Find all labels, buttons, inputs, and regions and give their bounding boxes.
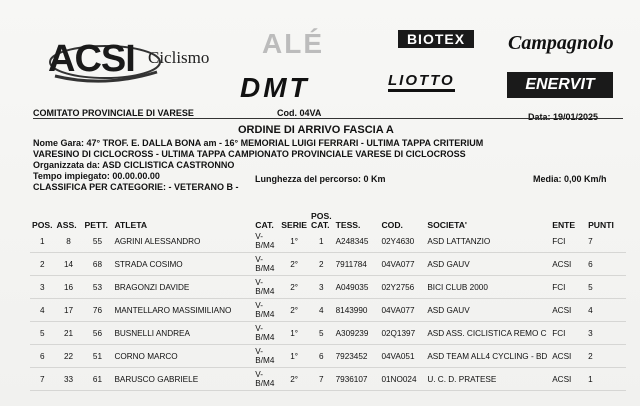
col-serie: SERIE — [281, 220, 308, 230]
cell-cat-b: B/M4 — [255, 264, 275, 273]
cell-cod: 02Y2756 — [379, 276, 425, 299]
col-societa: SOCIETA' — [427, 220, 467, 230]
table-row — [30, 276, 626, 299]
cell-ass: 33 — [55, 368, 83, 391]
cell-pett: 53 — [82, 276, 112, 299]
header-divider — [33, 118, 623, 119]
cell-atleta: STRADA COSIMO — [112, 253, 253, 276]
col-atleta: ATLETA — [114, 220, 148, 230]
results-table — [30, 212, 626, 391]
cell-punti: 1 — [586, 368, 626, 391]
col-ente: ENTE — [552, 220, 576, 230]
cell-atleta: AGRINI ALESSANDRO — [112, 230, 253, 253]
cell-punti: 3 — [586, 322, 626, 345]
col-pos: POS. — [32, 220, 53, 230]
col-cod: COD. — [381, 220, 403, 230]
cell-societa: BICI CLUB 2000 — [425, 276, 550, 299]
cell-ente: FCI — [550, 322, 586, 345]
cell-cod: 04VA051 — [379, 345, 425, 368]
cell-ass: 14 — [55, 253, 83, 276]
cell-tess: 7936107 — [334, 368, 380, 391]
liotto-logo: LIOTTO — [388, 72, 455, 92]
cell-poscat: 2 — [309, 253, 334, 276]
cell-serie: 2° — [279, 299, 309, 322]
cell-cat-a: V- — [255, 255, 264, 264]
campagnolo-logo: Campagnolo — [508, 32, 614, 54]
results-header-row — [30, 212, 626, 230]
cell-serie: 2° — [279, 368, 309, 391]
cell-societa: ASD TEAM ALL4 CYCLING - BD — [425, 345, 550, 368]
cell-ente: ACSI — [550, 299, 586, 322]
cell-ass: 16 — [55, 276, 83, 299]
cell-serie: 1° — [279, 230, 309, 253]
cell-societa: ASD LATTANZIO — [425, 230, 550, 253]
cell-atleta: MANTELLARO MASSIMILIANO — [112, 299, 253, 322]
cell-pett: 76 — [82, 299, 112, 322]
cell-atleta: BRAGONZI DAVIDE — [112, 276, 253, 299]
cell-cod: 04VA077 — [379, 299, 425, 322]
cell-pett: 56 — [82, 322, 112, 345]
cell-punti: 5 — [586, 276, 626, 299]
cell-pos: 6 — [30, 345, 55, 368]
biotex-logo: BIOTEX — [398, 30, 474, 48]
classification-category: CLASSIFICA PER CATEGORIE: - VETERANO B - — [33, 182, 239, 192]
cell-serie: 1° — [279, 322, 309, 345]
cell-punti: 6 — [586, 253, 626, 276]
cell-cat-b: B/M4 — [255, 310, 275, 319]
cell-cat — [253, 253, 279, 276]
cell-societa: ASD GAUV — [425, 299, 550, 322]
table-row — [30, 253, 626, 276]
col-poscat-b: CAT. — [311, 220, 330, 230]
cell-poscat: 5 — [309, 322, 334, 345]
race-organizer: Organizzata da: ASD CICLISTICA CASTRONNO — [33, 160, 235, 170]
cell-serie: 2° — [279, 253, 309, 276]
cell-tess: A309239 — [334, 322, 380, 345]
col-punti: PUNTI — [588, 220, 614, 230]
cell-punti: 4 — [586, 299, 626, 322]
table-row — [30, 345, 626, 368]
table-row — [30, 299, 626, 322]
race-name-line2: VARESINO DI CICLOCROSS - ULTIMA TAPPA CAMPIONATO PROVINCIALE VARESE DI CICLOCROSS — [33, 149, 466, 159]
cell-ente: ACSI — [550, 345, 586, 368]
col-tess: TESS. — [335, 220, 361, 230]
cell-cat — [253, 276, 279, 299]
cell-ass: 17 — [55, 299, 83, 322]
cell-atleta: CORNO MARCO — [112, 345, 253, 368]
cell-pett: 55 — [82, 230, 112, 253]
cell-cat-a: V- — [255, 278, 264, 287]
cell-pos: 5 — [30, 322, 55, 345]
cell-cat-b: B/M4 — [255, 379, 275, 388]
cell-pett: 68 — [82, 253, 112, 276]
cell-societa: ASD ASS. CICLISTICA REMO C — [425, 322, 550, 345]
cell-societa: U. C. D. PRATESE — [425, 368, 550, 391]
cell-poscat: 6 — [309, 345, 334, 368]
cell-poscat: 7 — [309, 368, 334, 391]
cell-tess: 7911784 — [334, 253, 380, 276]
biotex-logo-strip — [398, 49, 474, 55]
cell-pos: 3 — [30, 276, 55, 299]
cell-cod: 02Q1397 — [379, 322, 425, 345]
acsi-logo-subtitle: Ciclismo — [148, 48, 210, 67]
cell-tess: A049035 — [334, 276, 380, 299]
cell-punti: 7 — [586, 230, 626, 253]
table-row — [30, 368, 626, 391]
cell-punti: 2 — [586, 345, 626, 368]
race-date: Data: 19/01/2025 — [528, 112, 599, 122]
cell-pett: 51 — [82, 345, 112, 368]
cell-ente: ACSI — [550, 253, 586, 276]
cell-societa: ASD GAUV — [425, 253, 550, 276]
acsi-logo-text: ACSI — [48, 38, 135, 80]
ale-logo: ALÉ — [262, 28, 324, 59]
col-ass: ASS. — [56, 220, 77, 230]
cell-ass: 8 — [55, 230, 83, 253]
cell-atleta: BUSNELLI ANDREA — [112, 322, 253, 345]
cell-cat-a: V- — [255, 301, 264, 310]
cell-cat — [253, 345, 279, 368]
cell-ente: FCI — [550, 230, 586, 253]
cell-ente: FCI — [550, 276, 586, 299]
cell-serie: 1° — [279, 345, 309, 368]
cell-cat — [253, 322, 279, 345]
cell-ass: 22 — [55, 345, 83, 368]
cell-tess: 7923452 — [334, 345, 380, 368]
cell-serie: 2° — [279, 276, 309, 299]
race-time: Tempo impiegato: 00.00.00.00 — [33, 171, 160, 181]
cell-cat — [253, 299, 279, 322]
cell-cat — [253, 368, 279, 391]
cell-pos: 2 — [30, 253, 55, 276]
cell-cat — [253, 230, 279, 253]
cell-cat-a: V- — [255, 370, 264, 379]
cell-cat-a: V- — [255, 232, 264, 241]
race-name-line1: Nome Gara: 47° TROF. E. DALLA BONA am - 16° MEMORIAL LUIGI FERRARI - ULTIMA TAPPA CRITERIUM — [33, 138, 484, 148]
cell-cat-b: B/M4 — [255, 333, 275, 342]
cell-ente: ACSI — [550, 368, 586, 391]
table-row — [30, 322, 626, 345]
cell-pos: 4 — [30, 299, 55, 322]
cell-poscat: 4 — [309, 299, 334, 322]
cell-pos: 7 — [30, 368, 55, 391]
cell-cat-a: V- — [255, 324, 264, 333]
cell-poscat: 3 — [309, 276, 334, 299]
cell-tess: A248345 — [334, 230, 380, 253]
cell-tess: 8143990 — [334, 299, 380, 322]
col-poscat — [309, 212, 334, 230]
race-length: Lunghezza del percorso: 0 Km — [255, 174, 386, 184]
cell-cat-b: B/M4 — [255, 356, 275, 365]
cell-pos: 1 — [30, 230, 55, 253]
page-title: ORDINE DI ARRIVO FASCIA A — [238, 124, 394, 136]
cell-cat-b: B/M4 — [255, 241, 275, 250]
race-average-speed: Media: 0,00 Km/h — [533, 174, 607, 184]
committee-code: Cod. 04VA — [277, 108, 322, 118]
cell-cat-b: B/M4 — [255, 287, 275, 296]
cell-cod: 04VA077 — [379, 253, 425, 276]
cell-cod: 02Y4630 — [379, 230, 425, 253]
cell-pett: 61 — [82, 368, 112, 391]
cell-cat-a: V- — [255, 347, 264, 356]
cell-ass: 21 — [55, 322, 83, 345]
cell-atleta: BARUSCO GABRIELE — [112, 368, 253, 391]
dmt-logo: DMT — [240, 72, 310, 103]
committee-name: COMITATO PROVINCIALE DI VARESE — [33, 108, 194, 118]
cell-poscat: 1 — [309, 230, 334, 253]
col-cat: CAT. — [255, 220, 274, 230]
col-pett: PETT. — [84, 220, 108, 230]
cell-cod: 01NO024 — [379, 368, 425, 391]
col-poscat-a: POS. — [311, 211, 332, 221]
enervit-logo: ENERVIT — [507, 72, 613, 98]
table-row — [30, 230, 626, 253]
